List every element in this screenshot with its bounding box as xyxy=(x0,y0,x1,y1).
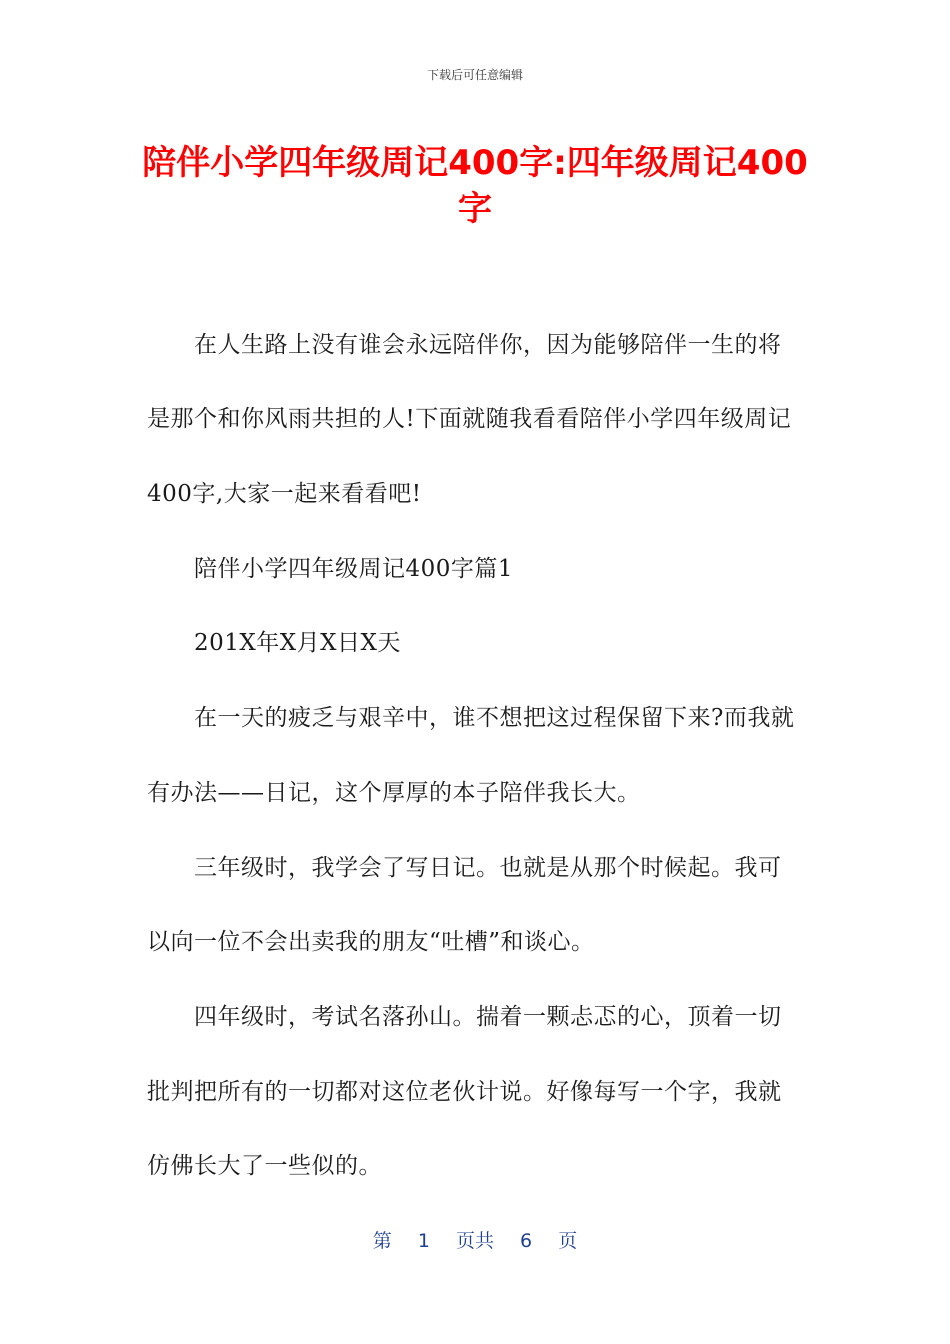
text-line: 是那个和你风雨共担的人!下面就随我看看陪伴小学四年级周记 xyxy=(147,406,792,432)
text-line: 有办法——日记，这个厚厚的本子陪伴我长大。 xyxy=(147,780,641,806)
text-line: 400字,大家一起来看看吧! xyxy=(147,481,422,507)
text-line: 仿佛长大了一些似的。 xyxy=(147,1153,382,1179)
text-line: 在人生路上没有谁会永远陪伴你，因为能够陪伴一生的将 xyxy=(194,332,782,358)
title-line-1: 陪伴小学四年级周记400字:四年级周记400 xyxy=(142,143,808,183)
footer-label-post: 页 xyxy=(558,1230,578,1252)
document-title xyxy=(140,140,810,232)
text-line: 在一天的疲乏与艰辛中，谁不想把这过程保留下来?而我就 xyxy=(194,705,795,731)
text-line: 四年级时，考试名落孙山。揣着一颗忐忑的心，顶着一切 xyxy=(194,1004,782,1030)
date-line: 201X年X月X日X天 xyxy=(194,630,401,656)
title-line-2: 字 xyxy=(458,189,492,229)
header-note: 下载后可任意编辑 xyxy=(426,68,523,82)
text-line: 批判把所有的一切都对这位老伙计说。好像每写一个字，我就 xyxy=(147,1079,782,1105)
footer-page-number: 1 xyxy=(417,1230,430,1252)
footer-total-pages: 6 xyxy=(520,1230,533,1252)
section-heading: 陪伴小学四年级周记400字篇1 xyxy=(194,556,514,582)
footer-label-pre: 第 xyxy=(372,1230,392,1252)
text-line: 三年级时，我学会了写日记。也就是从那个时候起。我可 xyxy=(194,855,782,881)
page-footer xyxy=(0,1226,950,1253)
footer-label-mid: 页共 xyxy=(455,1230,494,1252)
text-line: 以向一位不会出卖我的朋友“吐槽”和谈心。 xyxy=(147,929,595,955)
